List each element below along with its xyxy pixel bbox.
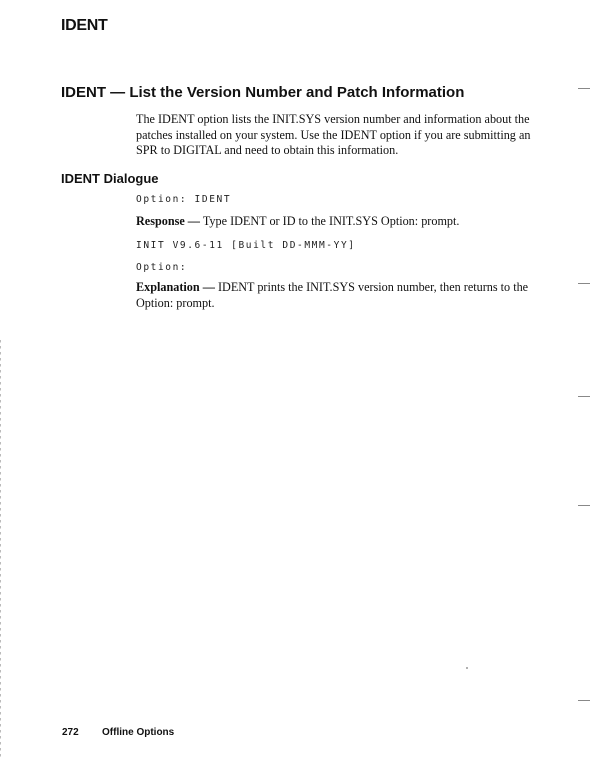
option-prompt-ident: Option: IDENT <box>136 194 232 205</box>
scan-edge-artifact <box>0 340 1 760</box>
response-label: Response — <box>136 214 200 228</box>
scan-speck <box>466 667 468 669</box>
section-title: IDENT — List the Version Number and Patch Information <box>61 84 465 101</box>
init-output-line: INIT V9.6-11 [Built DD-MMM-YY] <box>136 240 356 251</box>
binder-tick-mark <box>578 396 590 397</box>
binder-tick-mark <box>578 283 590 284</box>
explanation-label: Explanation — <box>136 280 215 294</box>
explanation-text: IDENT prints the INIT.SYS version number, then returns to the Option: prompt. <box>136 280 529 310</box>
response-text: Type IDENT or ID to the INIT.SYS Option: prompt. <box>202 214 460 228</box>
footer-page-number: 272 <box>62 727 79 738</box>
binder-tick-mark <box>578 505 590 506</box>
binder-tick-mark <box>578 700 590 701</box>
response-paragraph <box>136 214 459 229</box>
running-head: IDENT <box>61 17 108 34</box>
intro-paragraph: The IDENT option lists the INIT.SYS version number and information about the patches installed on your system. Use the IDENT option if you are submitting an SPR to DIGITAL and need to obtain this information. <box>136 112 531 157</box>
option-prompt-empty: Option: <box>136 262 188 273</box>
dialogue-subheading: IDENT Dialogue <box>61 171 159 186</box>
binder-tick-mark <box>578 88 590 89</box>
explanation-paragraph <box>136 280 536 311</box>
footer-title: Offline Options <box>102 727 175 738</box>
